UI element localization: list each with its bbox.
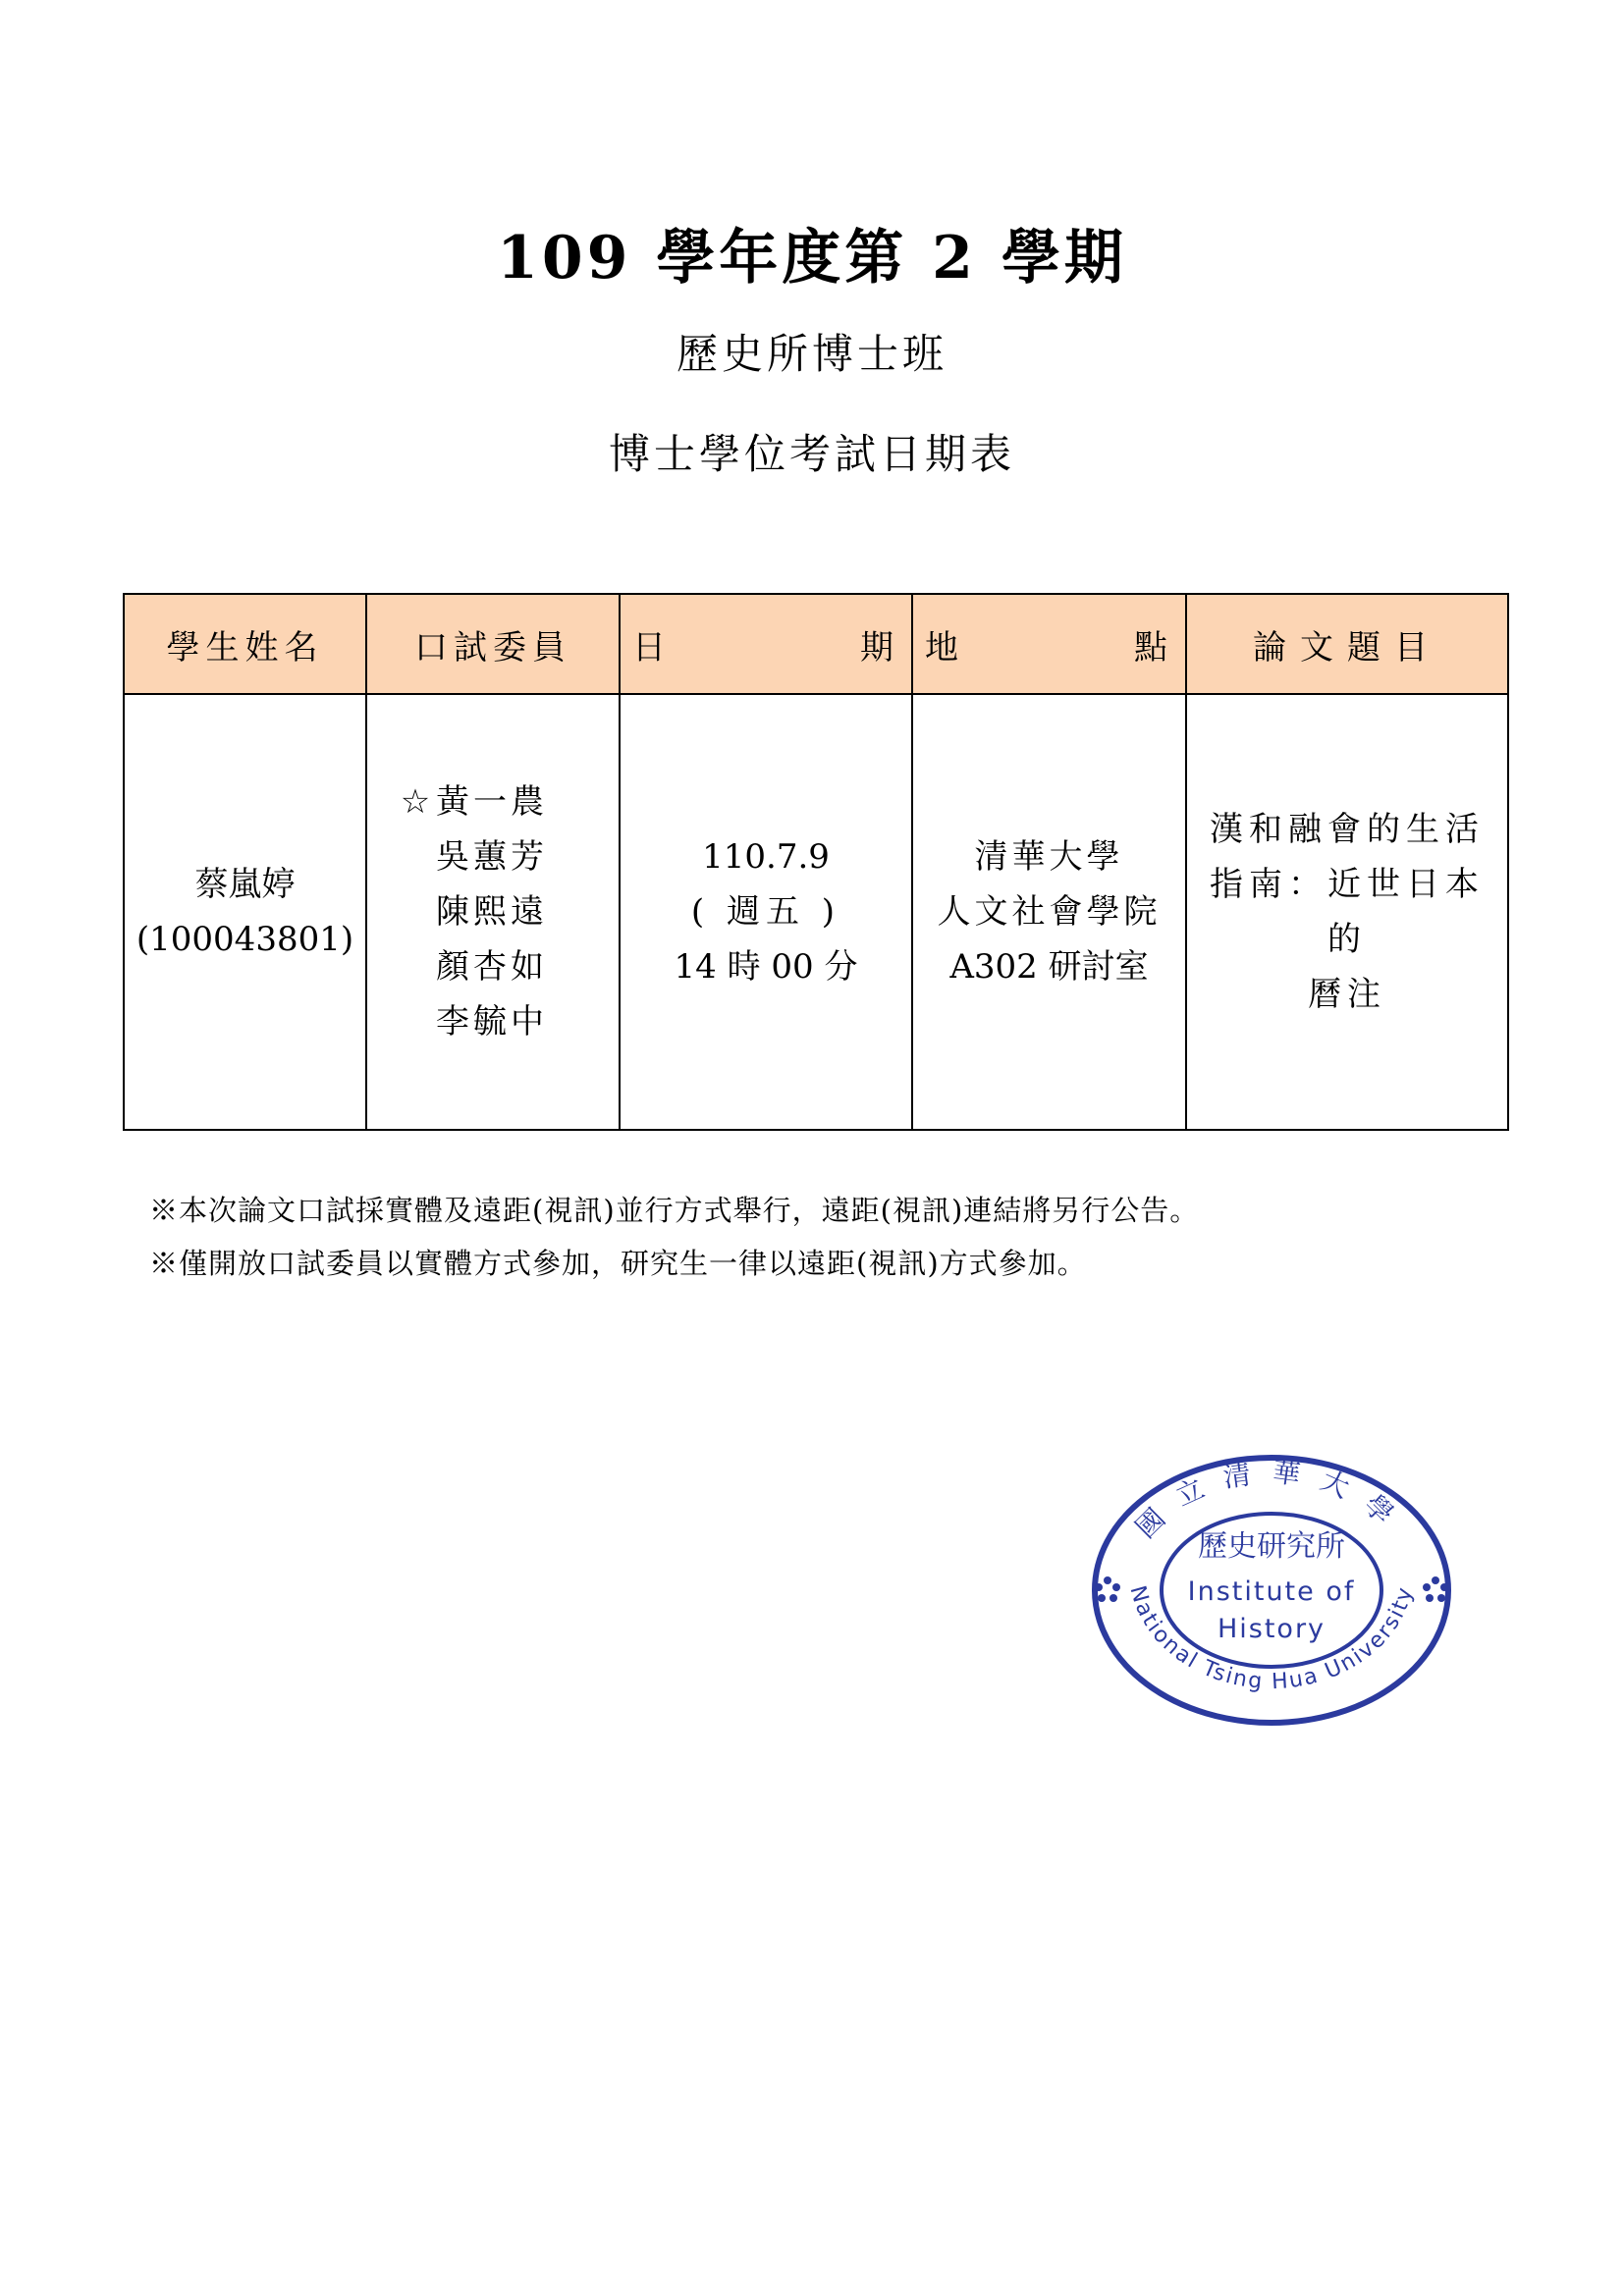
committee-member bbox=[399, 774, 618, 829]
svg-text:History: History bbox=[1217, 1614, 1326, 1644]
department-name: 歷史所博士班 bbox=[676, 330, 947, 378]
thesis-title-line: 指南：近世日本的 bbox=[1210, 865, 1485, 959]
exam-schedule-table bbox=[123, 593, 1509, 1131]
header-place bbox=[912, 594, 1186, 694]
committee-member-name: 吳蕙芳 bbox=[436, 837, 548, 877]
student-name: 蔡嵐婷 bbox=[194, 865, 296, 904]
committee-member-name: 陳熙遠 bbox=[436, 892, 548, 932]
place-line: 人文社會學院 bbox=[937, 892, 1162, 932]
svg-text:歷史研究所: 歷史研究所 bbox=[1198, 1529, 1345, 1564]
committee-member-name: 黃一農 bbox=[436, 782, 548, 822]
place-line: 清華大學 bbox=[974, 837, 1124, 877]
header-thesis: 論文題目 bbox=[1186, 594, 1508, 694]
exam-time: 14 時 00 分 bbox=[674, 947, 858, 987]
svg-text:National Tsing Hua University: National Tsing Hua University bbox=[1124, 1582, 1419, 1695]
institute-seal-icon bbox=[1080, 1443, 1463, 1737]
committee-member-name: 李毓中 bbox=[436, 1002, 548, 1041]
table-header-row bbox=[124, 594, 1508, 694]
committee-member bbox=[399, 884, 618, 939]
header-committee: 口試委員 bbox=[366, 594, 620, 694]
table-row bbox=[124, 694, 1508, 1130]
thesis-cell bbox=[1186, 694, 1508, 1130]
header-place-right: 點 bbox=[1134, 627, 1173, 667]
convener-star-icon: ☆ bbox=[400, 782, 435, 822]
place-cell bbox=[912, 694, 1186, 1130]
exam-weekday: ( 週五 ) bbox=[690, 892, 841, 932]
committee-member bbox=[399, 829, 618, 884]
note-line: ※僅開放口試委員以實體方式參加，研究生一律以遠距(視訊)方式參加。 bbox=[149, 1247, 1087, 1280]
place-line: A302 研討室 bbox=[949, 947, 1149, 987]
note-line: ※本次論文口試採實體及遠距(視訊)並行方式舉行，遠距(視訊)連結將另行公告。 bbox=[149, 1194, 1200, 1227]
committee-member bbox=[399, 939, 618, 994]
page-title: 109 學年度第 2 學期 bbox=[497, 224, 1127, 293]
exam-date: 110.7.9 bbox=[702, 837, 830, 877]
svg-text:Institute of: Institute of bbox=[1187, 1576, 1356, 1607]
header-date bbox=[620, 594, 912, 694]
header-student: 學生姓名 bbox=[124, 594, 366, 694]
committee-cell bbox=[366, 694, 620, 1130]
svg-text:國立清華大學: 國立清華大學 bbox=[1129, 1455, 1414, 1545]
committee-member-name: 顏杏如 bbox=[436, 947, 548, 987]
thesis-title-line: 漢和融會的生活 bbox=[1210, 810, 1485, 849]
committee-member bbox=[399, 994, 618, 1049]
notes bbox=[149, 1184, 1199, 1290]
document-name: 博士學位考試日期表 bbox=[608, 430, 1015, 478]
header-place-left: 地 bbox=[925, 627, 964, 667]
date-cell bbox=[620, 694, 912, 1130]
header-date-right: 期 bbox=[860, 627, 899, 667]
student-cell bbox=[124, 694, 366, 1130]
thesis-title-line: 曆注 bbox=[1308, 975, 1386, 1014]
student-id: (100043801) bbox=[135, 920, 354, 959]
header-date-left: 日 bbox=[632, 627, 672, 667]
